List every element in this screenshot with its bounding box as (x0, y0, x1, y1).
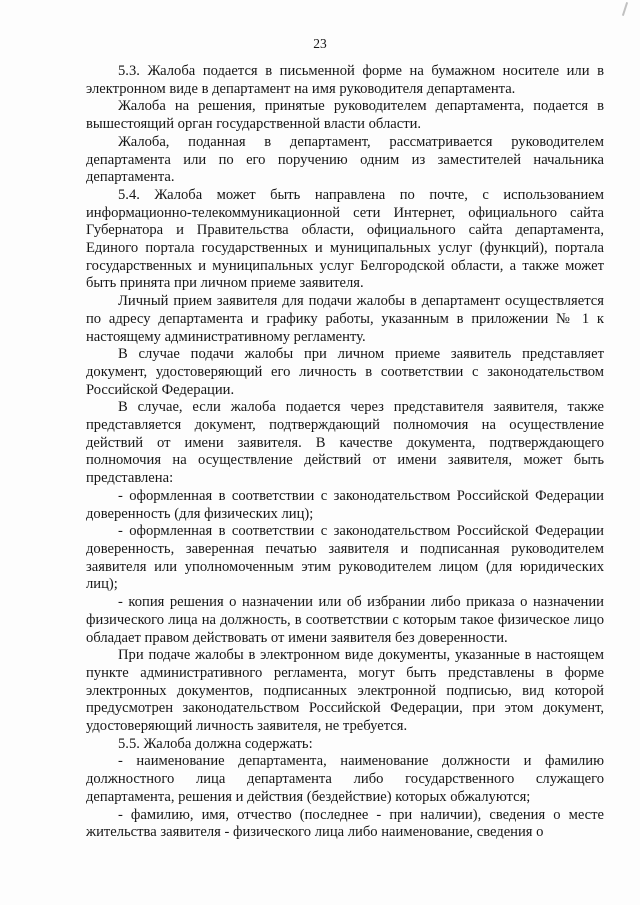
paragraph: 5.5. Жалоба должна содержать: (118, 735, 313, 752)
list-item: - копия решения о назначении или об избрании либо приказа о назначении физического лица на должность, в соответствии с которым такое физическое лицо обладает правом действовать от имени заявителя без доверенности. (86, 594, 604, 646)
paragraph: Личный прием заявителя для подачи жалобы в департамент осуществляется по адресу департамента и графику работы, указанным в приложении № 1 к настоящему административному регламенту. (86, 293, 604, 345)
document-body (86, 63, 604, 842)
list-item: - оформленная в соответствии с законодательством Российской Федерации доверенность, заверенная печатью заявителя и подписанная руководителем заявителя или уполномоченным этим руководителем лицом (для юридических лиц); (86, 523, 604, 593)
list-item: - фамилию, имя, отчество (последнее - при наличии), сведения о месте жительства заявителя - физического лица либо наименование, сведения о (86, 806, 604, 841)
paragraph: 5.3. Жалоба подается в письменной форме на бумажном носителе или в электронном виде в департамент на имя руководителя департамента. (86, 63, 604, 97)
paragraph: 5.4. Жалоба может быть направлена по почте, с использованием информационно-телекоммуникационной сети Интернет, официального сайта Губернатора и Правительства области, официального сайта департамента, Единого портала государственных и муниципальных услуг (функций), портала государственных и муниципальных услуг Белгородской области, а также может быть принята при личном приеме заявителя. (86, 186, 604, 292)
paragraph: В случае, если жалоба подается через представителя заявителя, также представляется документ, подтверждающий полномочия на осуществление действий от имени заявителя. В качестве документа, подтверждающего полномочия на осуществление действий от имени заявителя, может быть представлена: (86, 399, 604, 487)
list-item: - оформленная в соответствии с законодательством Российской Федерации доверенность (для физических лиц); (86, 487, 604, 522)
paragraph: В случае подачи жалобы при личном приеме заявитель представляет документ, удостоверяющий его личность в соответствии с законодательством Российской Федерации. (86, 346, 604, 398)
page-number: 23 (313, 36, 327, 51)
list-item: - наименование департамента, наименование должности и фамилию должностного лица департамента либо государственного служащего департамента, решения и действия (бездействие) которых обжалуются; (86, 753, 604, 805)
paragraph: Жалоба, поданная в департамент, рассматривается руководителем департамента или по его поручению одним из заместителей начальника департамента. (86, 133, 604, 186)
paragraph: Жалоба на решения, принятые руководителем департамента, подается в вышестоящий орган государственной власти области. (86, 98, 604, 133)
paragraph: При подаче жалобы в электронном виде документы, указанные в настоящем пункте административного регламента, могут быть представлены в форме электронных документов, подписанных электронной подписью, вид которой предусмотрен законодательством Российской Федерации, при этом документ, удостоверяющий личность заявителя, не требуется. (86, 647, 604, 735)
scan-artifact (622, 2, 628, 16)
